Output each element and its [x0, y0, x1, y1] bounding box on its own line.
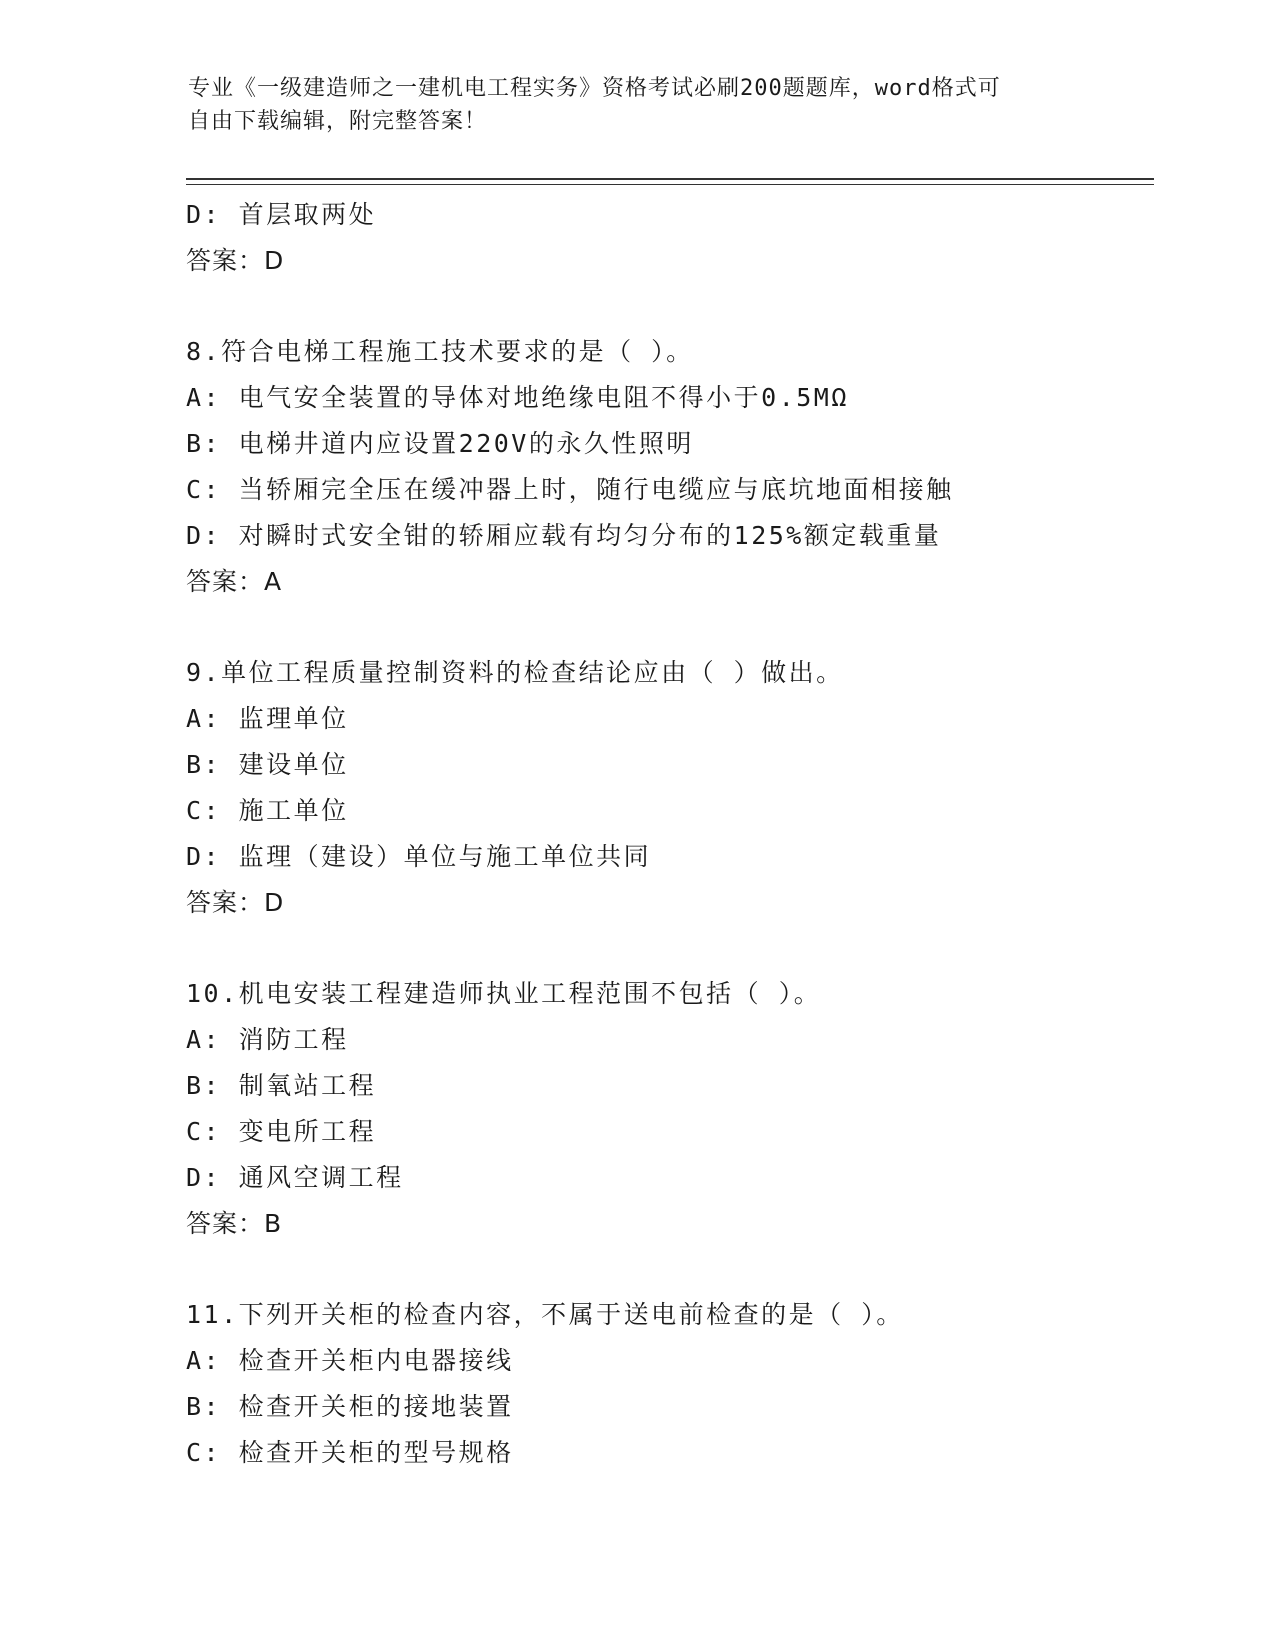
answer-line: 答案：A	[186, 567, 283, 596]
option-a: A: 监理单位	[186, 704, 349, 733]
option-c: C: 当轿厢完全压在缓冲器上时，随行电缆应与底坑地面相接触	[186, 475, 954, 504]
spacer	[186, 605, 1146, 650]
question-stem: 11.下列开关柜的检查内容，不属于送电前检查的是（ ）。	[186, 1300, 904, 1329]
option-b: B: 制氧站工程	[186, 1071, 377, 1100]
question-stem: 10.机电安装工程建造师执业工程范围不包括（ ）。	[186, 979, 822, 1008]
question-block-10	[186, 971, 1146, 1247]
question-stem: 8.符合电梯工程施工技术要求的是（ ）。	[186, 337, 694, 366]
question-stem: 9.单位工程质量控制资料的检查结论应由（ ）做出。	[186, 658, 844, 687]
spacer	[186, 284, 1146, 329]
question-block-11	[186, 1292, 1146, 1476]
option-c: C: 变电所工程	[186, 1117, 377, 1146]
header-title-line-2: 自由下载编辑，附完整答案！	[188, 109, 488, 134]
document-header	[188, 72, 1068, 138]
option-a: A: 电气安全装置的导体对地绝缘电阻不得小于0.5MΩ	[186, 383, 849, 412]
answer-line: 答案：D	[186, 246, 285, 275]
option-a: A: 消防工程	[186, 1025, 349, 1054]
option-c: C: 施工单位	[186, 796, 349, 825]
answer-line: 答案：D	[186, 888, 285, 917]
header-title-line-1: 专业《一级建造师之一建机电工程实务》资格考试必刷200题题库，word格式可	[188, 76, 1001, 101]
option-c: C: 检查开关柜的型号规格	[186, 1438, 514, 1467]
answer-line: 答案：B	[186, 1209, 283, 1238]
option-d: D: 首层取两处	[186, 200, 377, 229]
question-block-7	[186, 192, 1146, 284]
option-b: B: 建设单位	[186, 750, 349, 779]
spacer	[186, 1247, 1146, 1292]
option-d: D: 监理（建设）单位与施工单位共同	[186, 842, 652, 871]
spacer	[186, 926, 1146, 971]
header-divider-thin	[186, 184, 1154, 185]
option-b: B: 电梯井道内应设置220V的永久性照明	[186, 429, 694, 458]
question-block-8	[186, 329, 1146, 605]
option-b: B: 检查开关柜的接地装置	[186, 1392, 514, 1421]
option-a: A: 检查开关柜内电器接线	[186, 1346, 514, 1375]
header-divider-thick	[186, 178, 1154, 180]
option-d: D: 通风空调工程	[186, 1163, 404, 1192]
question-block-9	[186, 650, 1146, 926]
option-d: D: 对瞬时式安全钳的轿厢应载有均匀分布的125%额定载重量	[186, 521, 942, 550]
question-list	[186, 192, 1146, 1476]
